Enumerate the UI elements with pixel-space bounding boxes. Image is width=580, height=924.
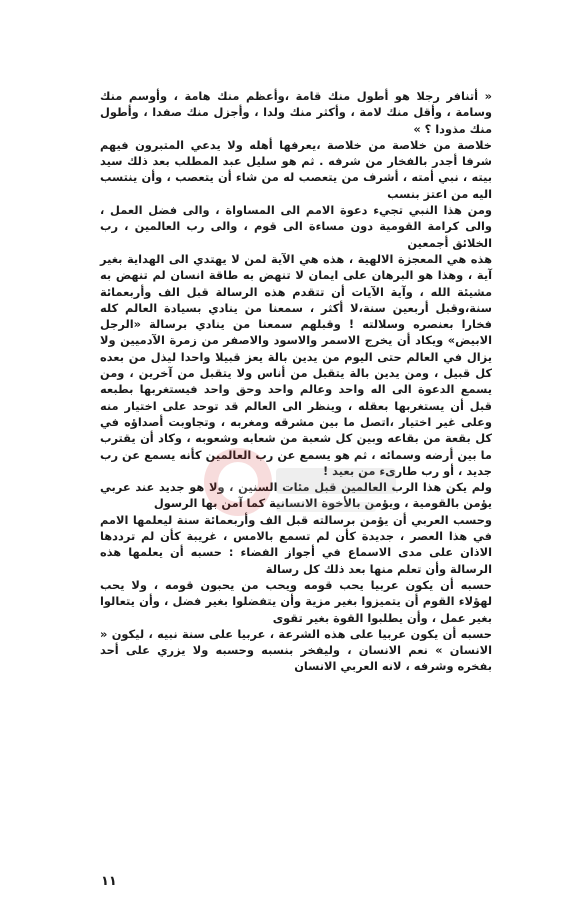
paragraph-7: حسبه أن يكون عربيا يحب قومه ويحب من يحبون قومه ، ولا يحب لهؤلاء القوم أن يتميزوا بغير مزية وأن يتفضلوا بغير فضل ، وأن يتعالوا بغير عمل ، وأن يطلبوا القوة بغير تقوى bbox=[100, 577, 492, 625]
paragraph-4: هذه هي المعجزة الالهية ، هذه هي الآية لمن لا يهتدي الى الهداية بغير آية ، وهذا هو البرهان على ايمان لا تنهض به طاقة انسان لم تنهض به مشيئة الله ، وآية الآيات أن تتقدم هذه الرسالة قبل الف وأربعمائة سنة،وقبل أربعين سنة،لا أكثر ، سمعنا من ينادي بسيادة العالم كله فخارا بعنصره وسلالته ! وقبلهم سمعنا من ينادي برسالة «الرجل الابيض» ويكاد أن يخرج الاسمر والاسود والاصفر من زمرة الآدميين ولا يزال في العالم حتى اليوم من يدين بالة يعز قبيلا واحدا ليذل من بعده كل قبيل ، ومن يدين بالة يتقبل من أناس ولا يتقبل من آخرين ، ومن يسمع الدعوة الى اله واحد وعالم واحد وحق واحد فيستغربها بطبعه قبل أن يستغربها بعقله ، وينظر الى العالم قد توحد على اختيار منه وعلى غير اختيار ،اتصل ما بين مشرقه ومغربه ، وتجاوبت أصداؤه في كل بقعة من بقاعه وبين كل شعبة من شعابه وشعوبه ، وكاد أن يقترب ما بين أرضه وسمائه ، ثم هو يسمع عن رب العالمين كأنه يسمع عن رب جديد ، أو رب طارىء من بعيد ! bbox=[100, 251, 492, 478]
paragraph-2: خلاصة من خلاصة من خلاصة ،يعرفها أهله ولا يدعي المتبرون فيهم شرفا أجدر بالفخار من شرفه . ثم هو سليل عبد المطلب بعد ذلك سيد بيته ، نبي أمته ، أشرف من يتعصب له من شاء أن يتعصب ، وأن ينتسب اليه من اعتز بنسب bbox=[100, 137, 492, 201]
body-text bbox=[100, 88, 492, 675]
paragraph-5: ولم يكن هذا الرب العالمين قبل مئات السنين ، ولا هو جديد عند عربي يؤمن بالقومية ، ويؤمن بالأخوة الانسانية كما آمن بها الرسول bbox=[100, 480, 492, 511]
paragraph-6: وحسب العربي أن يؤمن برسالته قبل الف وأربعمائة سنة ليعلمها الامم في هذا العصر ، جديدة كأن لم تسمع بالامس ، غريبة كأن لم ترددها الاذان على مدى الاسماع في أجواز الفضاء : حسبه أن يعلمها هذه الرسالة وأن تعلم منها بعد ذلك كل رسالة bbox=[100, 512, 492, 576]
paragraph-3: ومن هذا النبي تجيء دعوة الامم الى المساواة ، والى فضل العمل ، والى كرامة القومية دون مساءة الى قوم ، والى رب العالمين ، رب الخلائق أجمعين bbox=[100, 203, 492, 250]
paragraph-1: « أتنافر رجلا هو أطول منك قامة ،وأعظم منك هامة ، وأوسم منك وسامة ، وأقل منك لامة ، وأكثر منك ولدا ، وأجزل منك صفدا ، وأطول منك مذودا ؟ » bbox=[100, 89, 492, 136]
paragraph-8: حسبه أن يكون عربيا على هذه الشرعة ، عربيا على سنة نبيه ، ليكون « الانسان » نعم الانسان ، وليفخر بنسبه وحسبه ولا يزري على أحد بفخره وشرفه ، لانه العربي الانسان bbox=[100, 626, 492, 674]
page-number: ١١ bbox=[101, 874, 117, 889]
